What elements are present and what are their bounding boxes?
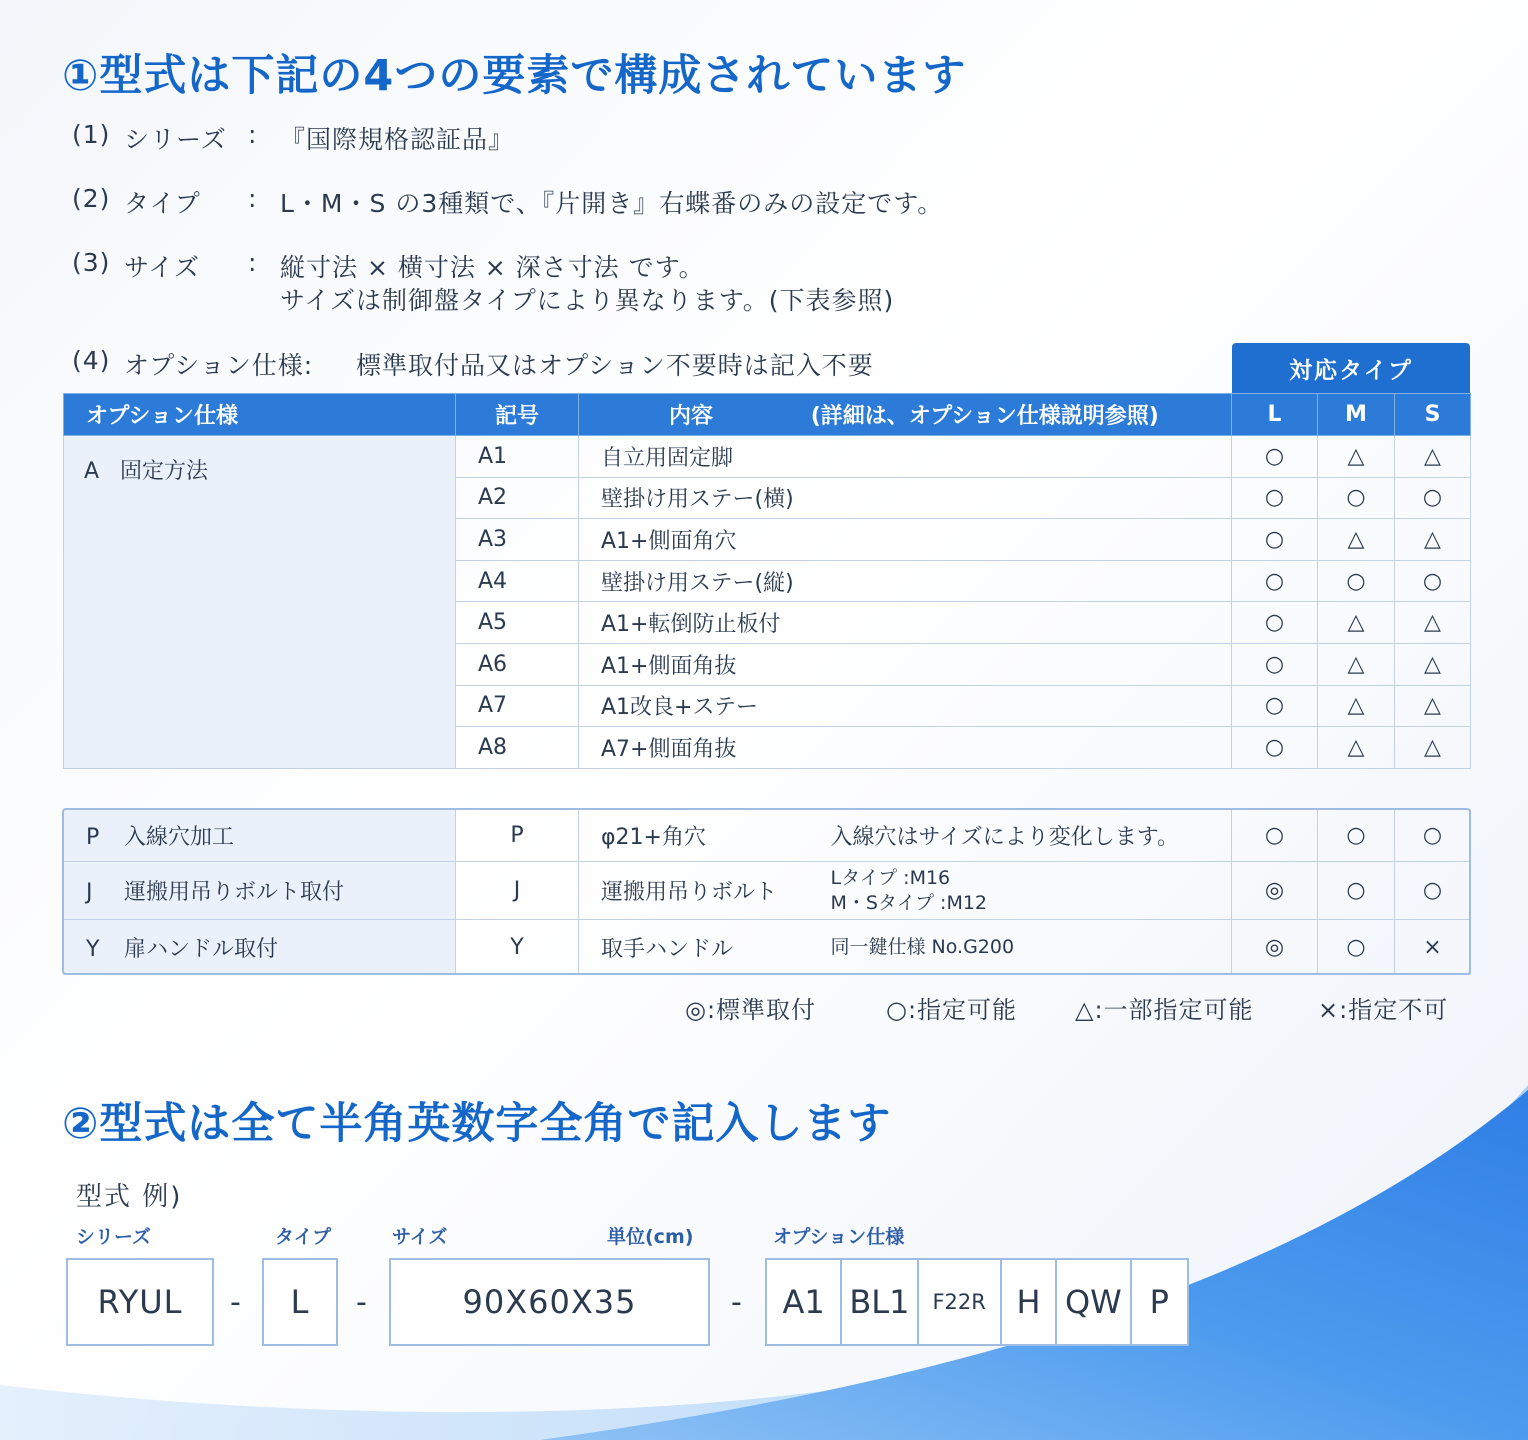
label-size: サイズ xyxy=(392,1226,448,1248)
content-cell: 運搬用吊りボルト xyxy=(579,862,809,920)
category-code: A xyxy=(84,459,100,484)
content-cell: A7+側面角抜 xyxy=(579,727,1232,769)
category-code: Y xyxy=(86,936,100,962)
type-M-mark: △ xyxy=(1318,519,1395,561)
type-L-mark: ◎ xyxy=(1232,920,1318,975)
item-text: 『国際規格認証品』 xyxy=(280,125,515,154)
header-M: M xyxy=(1318,394,1395,436)
item-num: (3) xyxy=(72,248,111,277)
code-cell: A2 xyxy=(456,477,579,519)
type-L-mark: ○ xyxy=(1232,602,1318,644)
content-cell: 取手ハンドル xyxy=(579,920,809,975)
item-text: L・M・S の3種類で、『片開き』右蝶番のみの設定です。 xyxy=(280,189,944,218)
legend-unavailable: ×:指定不可 xyxy=(1318,996,1449,1024)
option-box: H xyxy=(1002,1260,1057,1344)
item-options xyxy=(72,346,1072,380)
table-row xyxy=(64,920,1471,975)
type-M-mark: △ xyxy=(1318,436,1395,478)
type-S-mark: ○ xyxy=(1395,560,1471,602)
type-L-mark: ◎ xyxy=(1232,862,1318,920)
category-code: J xyxy=(86,880,93,905)
item-label: オプション仕様: xyxy=(124,351,314,380)
type-M-mark: △ xyxy=(1318,643,1395,685)
item-num: (2) xyxy=(72,184,111,213)
label-series: シリーズ xyxy=(76,1226,152,1248)
table-row xyxy=(64,436,1471,478)
option-box: A1 xyxy=(767,1260,842,1344)
table-header-row xyxy=(64,394,1471,436)
content-cell: 壁掛け用ステー(横) xyxy=(579,477,1232,519)
dash-2: - xyxy=(356,1285,367,1320)
type-S-mark: △ xyxy=(1395,727,1471,769)
header-code: 記号 xyxy=(456,394,579,436)
compatible-type-header: 対応タイプ xyxy=(1232,343,1470,393)
type-M-mark: ○ xyxy=(1318,810,1395,862)
option-box: P xyxy=(1149,1283,1169,1321)
type-L-mark: ○ xyxy=(1232,519,1318,561)
note-cell xyxy=(809,920,1232,975)
dash-1: - xyxy=(230,1285,241,1320)
type-S-mark: △ xyxy=(1395,643,1471,685)
table-row xyxy=(64,810,1471,862)
type-box: L xyxy=(262,1258,338,1346)
label-unit: 単位(cm) xyxy=(607,1226,694,1248)
type-M-mark: △ xyxy=(1318,685,1395,727)
option-table-other xyxy=(63,809,1471,975)
header-option: オプション仕様 xyxy=(64,394,456,436)
option-table-a xyxy=(63,393,1471,769)
code-cell: P xyxy=(456,810,579,862)
code-cell: A5 xyxy=(456,602,579,644)
legend-partial: △:一部指定可能 xyxy=(1075,996,1254,1024)
type-S-mark: △ xyxy=(1395,436,1471,478)
item-num: (4) xyxy=(72,346,111,375)
type-S-mark: ○ xyxy=(1395,477,1471,519)
dash-3: - xyxy=(731,1285,742,1320)
category-cell xyxy=(64,920,456,975)
code-cell: A1 xyxy=(456,436,579,478)
item-text-line2: サイズは制御盤タイプにより異なります。(下表参照) xyxy=(280,286,895,315)
item-label: サイズ xyxy=(124,253,201,282)
item-colon: : xyxy=(248,120,258,149)
category-name: 扉ハンドル取付 xyxy=(124,936,279,962)
type-L-mark: ○ xyxy=(1232,436,1318,478)
item-text: 標準取付品又はオプション不要時は記入不要 xyxy=(356,351,874,380)
section2-title: ②型式は全て半角英数字全角で記入します xyxy=(62,1099,892,1149)
category-name: 固定方法 xyxy=(120,459,209,484)
type-L-mark: ○ xyxy=(1232,477,1318,519)
type-M-mark: ○ xyxy=(1318,862,1395,920)
table-row xyxy=(64,862,1471,920)
category-code: P xyxy=(86,825,100,850)
legend-standard: ◎:標準取付 xyxy=(685,996,817,1024)
content-cell: 壁掛け用ステー(縦) xyxy=(579,560,1232,602)
section1-title: ①型式は下記の4つの要素で構成されています xyxy=(62,51,967,101)
code-cell: A6 xyxy=(456,643,579,685)
type-M-mark: ○ xyxy=(1318,920,1395,975)
header-L: L xyxy=(1232,394,1318,436)
label-type: タイプ xyxy=(275,1226,332,1248)
category-cell xyxy=(64,862,456,920)
content-cell: φ21+角穴 xyxy=(579,810,809,862)
item-colon: : xyxy=(248,184,258,213)
option-box: BL1 xyxy=(842,1260,918,1344)
code-cell: A4 xyxy=(456,560,579,602)
item-colon: : xyxy=(248,248,258,277)
header-content xyxy=(579,394,1232,436)
type-S-mark: ○ xyxy=(1395,810,1471,862)
label-options: オプション仕様 xyxy=(773,1226,905,1248)
type-L-mark: ○ xyxy=(1232,560,1318,602)
item-type xyxy=(72,184,1072,218)
item-label: シリーズ xyxy=(124,125,227,154)
type-L-mark: ○ xyxy=(1232,685,1318,727)
example-label: 型式 例) xyxy=(76,1182,183,1212)
type-S-mark: △ xyxy=(1395,602,1471,644)
type-L-mark: ○ xyxy=(1232,810,1318,862)
note-line: 入線穴はサイズにより変化します。 xyxy=(830,825,1179,850)
item-size xyxy=(72,248,1072,318)
code-cell: A8 xyxy=(456,727,579,769)
option-box: F22R xyxy=(919,1260,1002,1344)
series-box: RYUL xyxy=(66,1258,214,1346)
item-series xyxy=(72,120,972,154)
item-num: (1) xyxy=(72,120,111,149)
note-line: 同一鍵仕様 No.G200 xyxy=(830,935,1015,958)
content-cell: 自立用固定脚 xyxy=(579,436,1232,478)
item-text: 縦寸法 × 横寸法 × 深さ寸法 です。 xyxy=(280,253,705,282)
options-box-group xyxy=(765,1258,1189,1346)
item-label: タイプ xyxy=(124,189,201,218)
header-content-note: (詳細は、オプション仕様説明参照) xyxy=(810,404,1159,429)
size-box: 90X60X35 xyxy=(389,1258,710,1346)
category-name: 運搬用吊りボルト取付 xyxy=(124,880,345,905)
legend-available: ○:指定可能 xyxy=(886,996,1018,1024)
code-cell: A7 xyxy=(456,685,579,727)
header-content-label: 内容 xyxy=(669,404,714,429)
type-M-mark: ○ xyxy=(1318,477,1395,519)
code-cell: A3 xyxy=(456,519,579,561)
type-S-mark: ○ xyxy=(1395,862,1471,920)
type-M-mark: ○ xyxy=(1318,560,1395,602)
category-cell xyxy=(64,436,456,769)
type-M-mark: △ xyxy=(1318,602,1395,644)
type-L-mark: ○ xyxy=(1232,727,1318,769)
note-cell xyxy=(809,862,1232,920)
type-S-mark: △ xyxy=(1395,685,1471,727)
category-cell xyxy=(64,810,456,862)
code-cell: J xyxy=(456,862,579,920)
code-cell: Y xyxy=(456,920,579,975)
type-S-mark: × xyxy=(1395,920,1471,975)
option-box: QW xyxy=(1057,1260,1131,1344)
content-cell: A1+側面角穴 xyxy=(579,519,1232,561)
type-M-mark: △ xyxy=(1318,727,1395,769)
content-cell: A1+側面角抜 xyxy=(579,643,1232,685)
content-cell: A1+転倒防止板付 xyxy=(579,602,1232,644)
content-cell: A1改良+ステー xyxy=(579,685,1232,727)
type-L-mark: ○ xyxy=(1232,643,1318,685)
type-S-mark: △ xyxy=(1395,519,1471,561)
category-name: 入線穴加工 xyxy=(124,825,235,850)
note-line-2: M・Sタイプ :M12 xyxy=(830,891,988,914)
note-line: Lタイプ :M16 xyxy=(830,866,951,889)
note-cell xyxy=(809,810,1232,862)
header-S: S xyxy=(1395,394,1471,436)
